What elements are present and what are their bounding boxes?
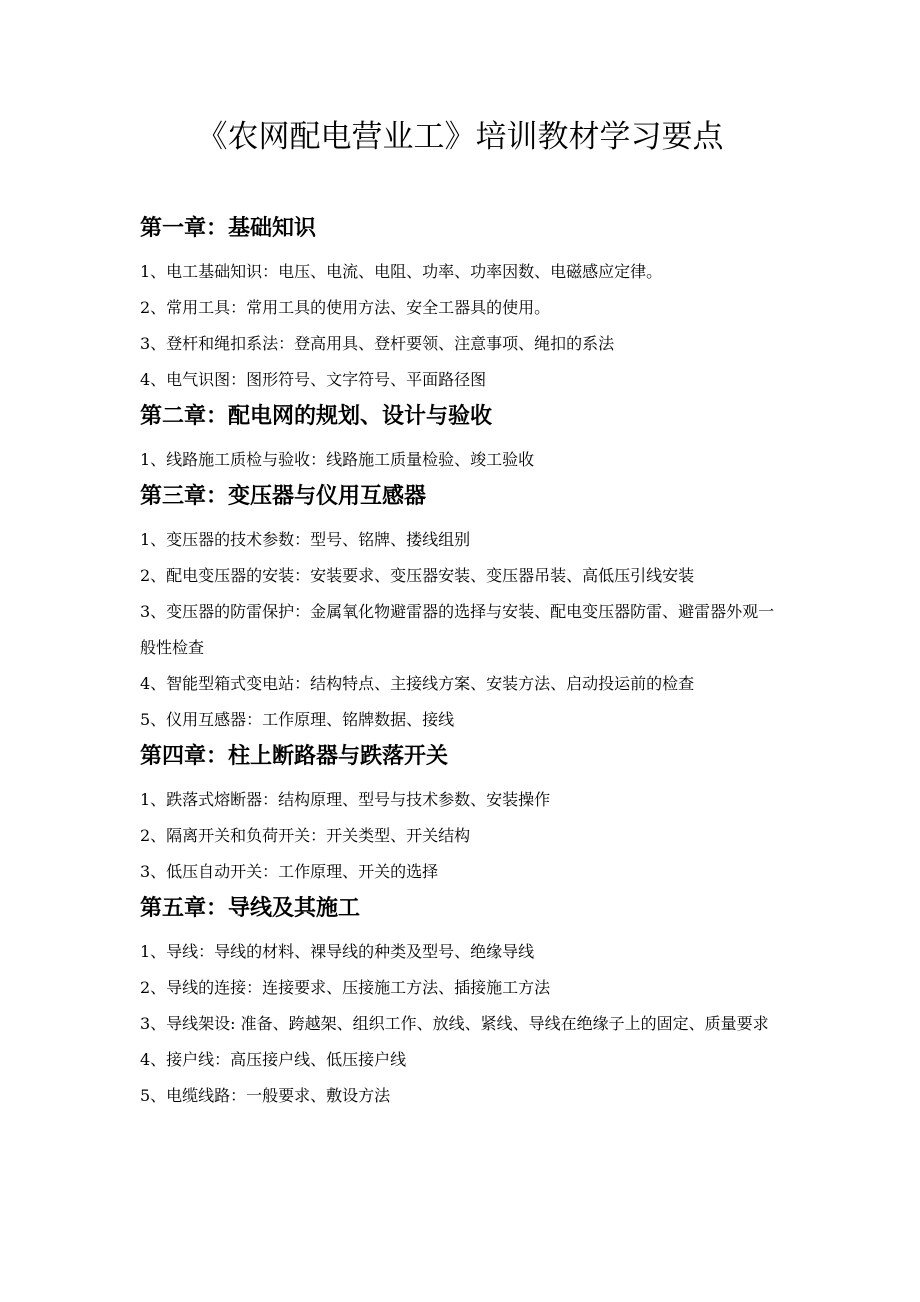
- list-item: 3、导线架设: 准备、跨越架、组织工作、放线、紧线、导线在绝缘子上的固定、质量要求: [140, 1014, 769, 1033]
- list-item: 2、常用工具：常用工具的使用方法、安全工器具的使用。: [140, 298, 551, 317]
- list-item: 2、隔离开关和负荷开关：开关类型、开关结构: [140, 826, 471, 845]
- list-item: 1、变压器的技术参数：型号、铭牌、搂线组别: [140, 530, 471, 549]
- chapter-4: [140, 738, 790, 890]
- chapter-5: [140, 890, 790, 1114]
- list-item: 4、电气识图：图形符号、文字符号、平面路径图: [140, 370, 487, 389]
- list-item: 1、跌落式熔断器：结构原理、型号与技术参数、安装操作: [140, 790, 551, 809]
- list-item: 3、登杆和绳扣系法：登高用具、登杆要领、注意事项、绳扣的系法: [140, 334, 615, 353]
- list-item: 2、导线的连接：连接要求、压接施工方法、插接施工方法: [140, 978, 551, 997]
- list-item: 3、低压自动开关：工作原理、开关的选择: [140, 862, 439, 881]
- chapter-heading: 第五章：导线及其施工: [140, 895, 361, 921]
- chapter-heading: 第一章：基础知识: [140, 215, 317, 241]
- list-item: 4、智能型箱式变电站：结构特点、主接线方案、安装方法、启动投运前的检查: [140, 674, 695, 693]
- chapter-heading: 第二章：配电网的规划、设计与验收: [140, 403, 493, 429]
- list-item: 3、变压器的防雷保护：金属氧化物避雷器的选择与安装、配电变压器防雷、避雷器外观一般性检查: [140, 602, 775, 657]
- chapter-3: [140, 478, 790, 738]
- list-item: 5、仪用互感器：工作原理、铭牌数据、接线: [140, 710, 455, 729]
- list-item: 2、配电变压器的安装：安装要求、变压器安装、变压器吊装、高低压引线安装: [140, 566, 695, 585]
- list-item: 4、接户线：高压接户线、低压接户线: [140, 1050, 407, 1069]
- list-item: 1、电工基础知识：电压、电流、电阻、功率、功率因数、电磁感应定律。: [140, 262, 663, 281]
- document-title: 《农网配电营业工》培训教材学习要点: [196, 119, 724, 155]
- chapter-1: [140, 210, 790, 398]
- chapter-heading: 第四章：柱上断路器与跌落开关: [140, 743, 449, 769]
- list-item: 1、线路施工质检与验收：线路施工质量检验、竣工验收: [140, 450, 535, 469]
- document-body: [140, 210, 790, 1114]
- chapter-heading: 第三章：变压器与仪用互感器: [140, 483, 427, 509]
- list-item: 1、导线：导线的材料、裸导线的种类及型号、绝缘导线: [140, 942, 535, 961]
- chapter-2: [140, 398, 790, 478]
- list-item: 5、电缆线路：一般要求、敷设方法: [140, 1086, 391, 1105]
